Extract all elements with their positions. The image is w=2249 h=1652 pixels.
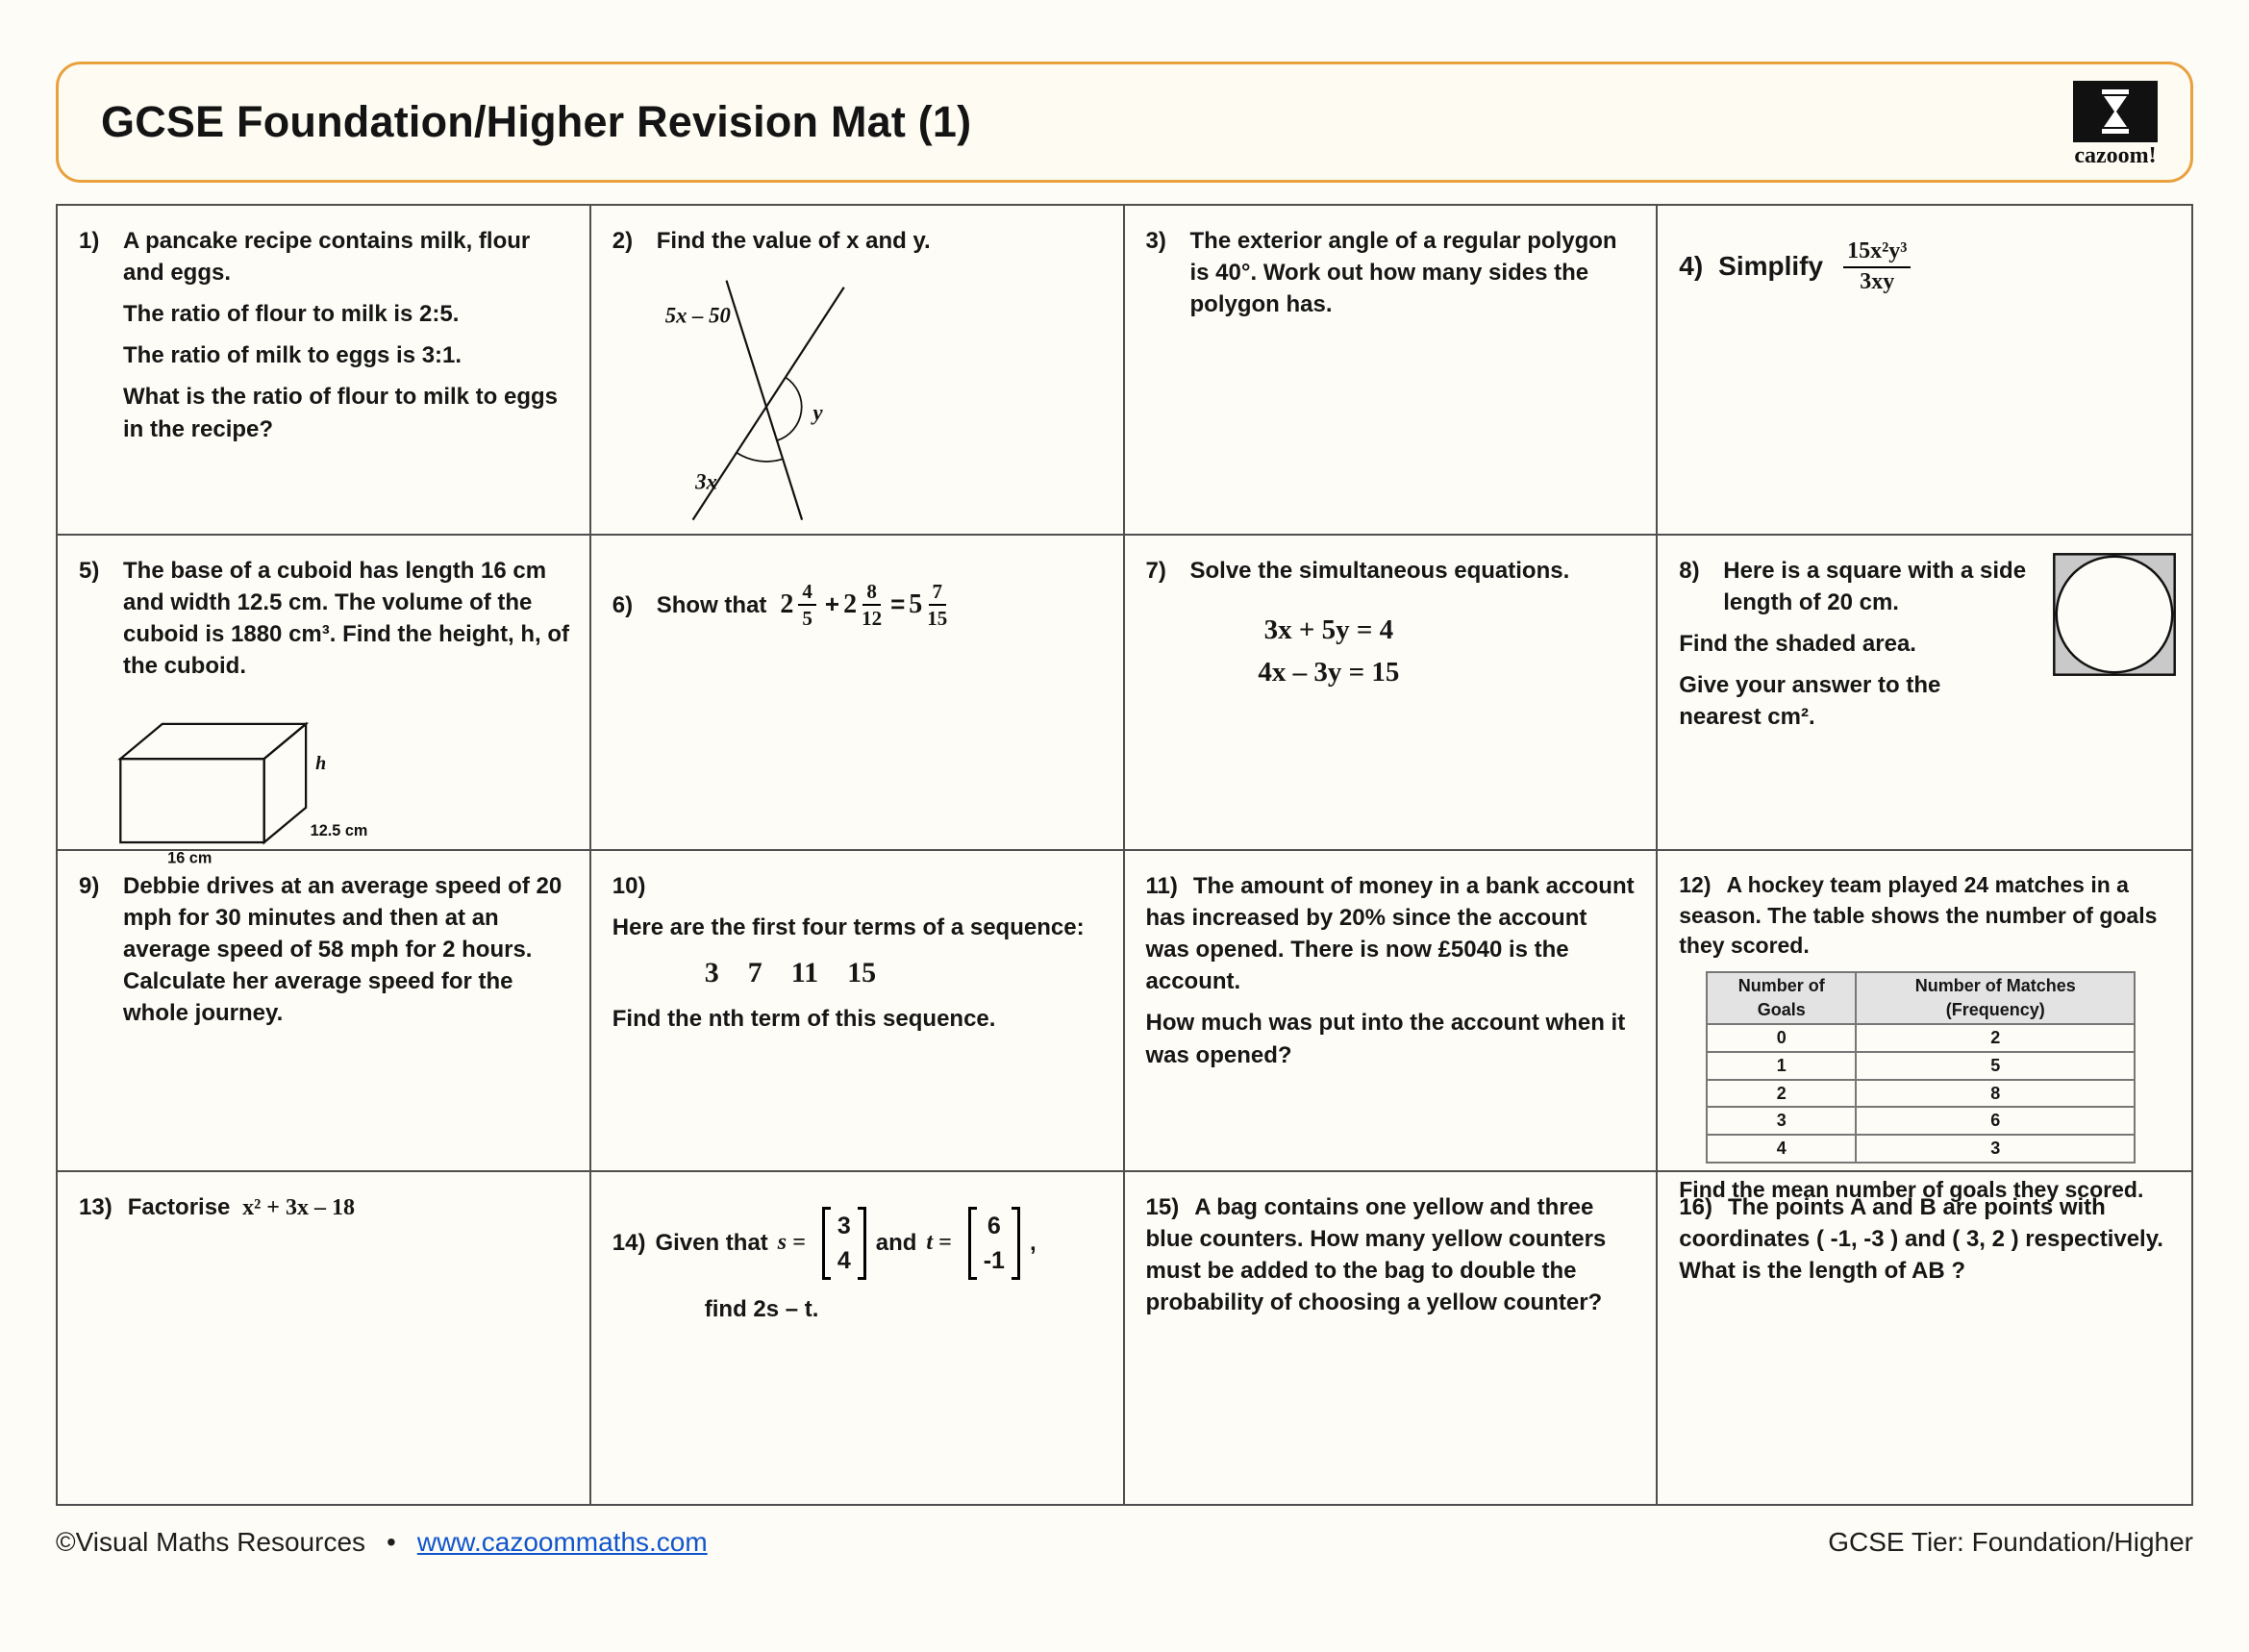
vector-s-label: s = [777, 1230, 806, 1256]
fraction-den: 12 [862, 607, 883, 631]
question-11-number: 11) [1145, 873, 1178, 899]
equals-sign: = [890, 589, 906, 619]
table-row [1707, 1080, 2135, 1108]
bullet-separator: • [387, 1527, 396, 1557]
table-row [1707, 1052, 2135, 1080]
angle-label-3x: 3x [694, 469, 717, 494]
table-header-goals: Number of Goals [1707, 972, 1856, 1024]
question-11-text-1: The amount of money in a bank account has increased by 20% since the account was opened. There is now £5040 is the account. [1145, 873, 1635, 995]
bracket-left [822, 1207, 831, 1280]
fraction-num: 8 [862, 580, 881, 606]
question-13-cell [58, 1172, 591, 1504]
question-10-cell [591, 851, 1125, 1172]
question-3-text: The exterior angle of a regular polygon is 40°. Work out how many sides the polygon has. [1189, 228, 1617, 318]
question-15-text: A bag contains one yellow and three blue counters. How many yellow counters must be added to the bag to double the probability of choosing a yellow counter? [1145, 1194, 1607, 1316]
question-5-cell [58, 536, 591, 868]
question-11-text-2: How much was put into the account when it was opened? [1145, 1010, 1626, 1068]
question-2-cell [591, 206, 1125, 536]
question-3-number: 3) [1145, 228, 1166, 254]
question-5-number: 5) [79, 558, 100, 584]
fraction-num: 4 [798, 580, 816, 606]
frequency-value: 3 [1856, 1135, 2135, 1163]
question-15-cell [1125, 1172, 1659, 1504]
square-circle-diagram [2051, 551, 2178, 678]
question-8-text-3: Give your answer to the nearest cm². [1679, 672, 1941, 731]
question-1-cell [58, 206, 591, 536]
comma: , [1029, 1230, 1037, 1257]
question-1-text-3: The ratio of milk to eggs is 3:1. [123, 342, 462, 369]
question-12-cell [1658, 851, 2191, 1202]
question-8-text-1: Here is a square with a side length of 20 cm. [1723, 558, 2027, 616]
simplify-fraction [1843, 238, 1911, 295]
goals-value: 1 [1707, 1052, 1856, 1080]
question-9-number: 9) [79, 873, 100, 899]
fraction-den: 5 [802, 607, 812, 631]
question-10-text-2: Find the nth term of this sequence. [612, 1005, 996, 1032]
angle-label-5x-50: 5x – 50 [664, 303, 731, 328]
cuboid-diagram [108, 705, 396, 870]
hourglass-icon [2094, 88, 2137, 136]
equation-1: 3x + 5y = 4 [1263, 614, 1394, 646]
and-word: and [875, 1230, 917, 1257]
angle-label-y: y [812, 400, 823, 425]
fraction-num: 7 [929, 580, 947, 606]
question-8-cell [1658, 536, 2191, 851]
question-8-text-2: Find the shaded area. [1679, 631, 1916, 658]
question-6-cell [591, 536, 1125, 851]
question-7-cell [1125, 536, 1659, 851]
cazoom-logo-text: cazoom! [2074, 143, 2157, 168]
question-1-text-2: The ratio of flour to milk is 2:5. [123, 301, 460, 328]
frequency-value: 8 [1856, 1080, 2135, 1108]
question-11-cell [1125, 851, 1659, 1172]
page-footer [56, 1527, 2193, 1558]
question-12-text-2: Find the mean number of goals they scored. [1679, 1177, 2144, 1202]
question-13-text: Factorise [127, 1194, 231, 1220]
bracket-right [1012, 1207, 1020, 1280]
goals-value: 0 [1707, 1024, 1856, 1052]
question-9-cell [58, 851, 591, 1172]
question-16-cell [1658, 1172, 2191, 1504]
cazoom-logo-box [2073, 81, 2158, 142]
vector-t-y: -1 [983, 1246, 1005, 1274]
table-row [1707, 1107, 2135, 1135]
question-13-expression: x² + 3x – 18 [242, 1195, 355, 1220]
frequency-value: 2 [1856, 1024, 2135, 1052]
mixed-number-2-fraction [862, 580, 882, 630]
page-header [56, 62, 2193, 183]
vector-t-label: t = [926, 1230, 952, 1256]
vector-s [822, 1207, 866, 1280]
goals-frequency-table [1706, 971, 2136, 1164]
vector-s-y: 4 [837, 1246, 851, 1274]
question-7-text: Solve the simultaneous equations. [1189, 558, 1570, 584]
bracket-left [968, 1207, 977, 1280]
bracket-right [858, 1207, 866, 1280]
table-header-frequency: Number of Matches (Frequency) [1856, 972, 2135, 1024]
question-13-number: 13) [79, 1194, 112, 1220]
crossing-lines-diagram [645, 272, 934, 524]
question-2-text: Find the value of x and y. [656, 228, 931, 254]
equation-2: 4x – 3y = 15 [1258, 656, 1400, 688]
question-14-cell [591, 1172, 1125, 1504]
frequency-value: 5 [1856, 1052, 2135, 1080]
sequence-terms: 3 7 11 15 [704, 957, 877, 989]
fraction-denominator: 3xy [1860, 268, 1895, 294]
question-1-number: 1) [79, 228, 100, 254]
question-4-text: Simplify [1718, 251, 1824, 282]
question-14-text: Given that [655, 1230, 768, 1257]
question-grid [56, 204, 2193, 1506]
vector-t [968, 1207, 1020, 1280]
question-7-number: 7) [1145, 558, 1166, 584]
question-10-number: 10) [612, 873, 646, 899]
goals-value: 4 [1707, 1135, 1856, 1163]
table-row [1707, 1024, 2135, 1052]
question-12-text-1: A hockey team played 24 matches in a season. The table shows the number of goals they scored. [1679, 872, 2158, 959]
goals-value: 2 [1707, 1080, 1856, 1108]
cazoom-logo [2073, 81, 2158, 169]
question-14-number: 14) [612, 1230, 646, 1257]
mixed-number-3-whole: 5 [909, 588, 923, 619]
cazoommaths-link[interactable]: www.cazoommaths.com [416, 1527, 708, 1557]
question-4-cell [1658, 206, 2191, 536]
plus-sign: + [824, 589, 840, 619]
question-1-text-4: What is the ratio of flour to milk to eggs in the recipe? [123, 384, 559, 442]
question-3-cell [1125, 206, 1659, 536]
simultaneous-equations [1146, 610, 1512, 693]
fraction-numerator: 15x²y³ [1843, 238, 1911, 268]
question-5-text: The base of a cuboid has length 16 cm and width 12.5 cm. The volume of the cuboid is 1880 cm³. Find the height, h, of the cuboid. [123, 558, 570, 680]
question-15-number: 15) [1145, 1194, 1180, 1220]
fraction-den: 15 [927, 607, 948, 631]
question-10-text-1: Here are the first four terms of a sequence: [612, 914, 1085, 941]
copyright-text: ©Visual Maths Resources [56, 1527, 366, 1557]
mixed-number-1-whole: 2 [780, 588, 794, 619]
question-6-number: 6) [612, 591, 634, 618]
question-16-text: The points A and B are points with coordinates ( -1, -3 ) and ( 3, 2 ) respectively. What is the length of AB ? [1679, 1194, 2163, 1285]
cuboid-depth-label: 12.5 cm [310, 822, 368, 840]
mixed-number-1-fraction [798, 580, 816, 630]
table-row [1707, 1135, 2135, 1163]
question-6-text: Show that [656, 591, 767, 618]
vector-t-x: 6 [987, 1213, 1001, 1239]
question-16-number: 16) [1679, 1194, 1712, 1220]
question-14-text-2: find 2s – t. [704, 1296, 819, 1322]
cuboid-height-label: h [315, 753, 327, 775]
mixed-number-3-fraction [927, 580, 947, 630]
question-9-text: Debbie drives at an average speed of 20 mph for 30 minutes and then at an average speed of 58 mph for 2 hours. Calculate her average speed for the whole journey. [123, 873, 562, 1027]
mixed-number-2-whole: 2 [843, 588, 858, 619]
question-4-number: 4) [1679, 251, 1704, 282]
question-8-number: 8) [1679, 558, 1700, 584]
cuboid-width-label: 16 cm [167, 850, 212, 868]
frequency-value: 6 [1856, 1107, 2135, 1135]
page-title: GCSE Foundation/Higher Revision Mat (1) [101, 97, 972, 146]
question-12-number: 12) [1679, 872, 1712, 897]
question-2-number: 2) [612, 228, 634, 254]
question-1-text-1: A pancake recipe contains milk, flour and eggs. [123, 228, 531, 287]
tier-label: GCSE Tier: Foundation/Higher [1828, 1527, 2193, 1557]
vector-s-x: 3 [837, 1213, 851, 1239]
goals-value: 3 [1707, 1107, 1856, 1135]
